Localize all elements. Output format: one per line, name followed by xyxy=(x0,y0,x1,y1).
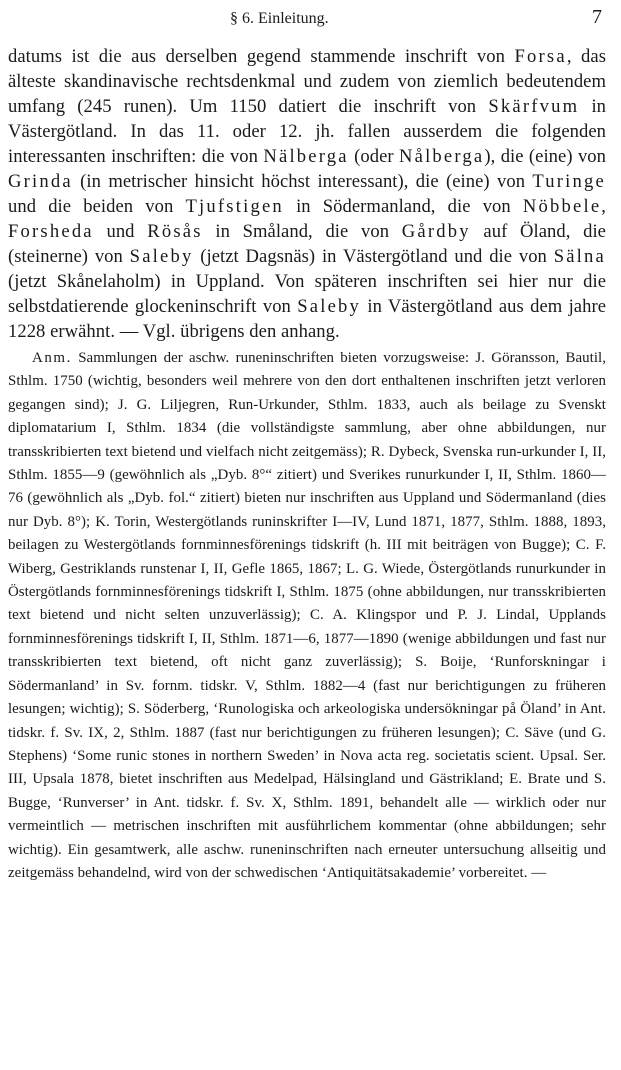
text-run: in Småland, die von xyxy=(202,221,402,242)
spaced-place-name: Tjufstigen xyxy=(185,196,284,217)
text-run: ), die (eine) von xyxy=(484,146,606,167)
text-run: (in metrischer hinsicht höchst interessant), die (eine) von xyxy=(72,171,533,192)
page-number: 7 xyxy=(592,6,602,28)
spaced-place-name: Skärfvum xyxy=(488,96,580,117)
spaced-place-name: Gårdby xyxy=(401,221,471,242)
spaced-place-name: Saleby xyxy=(129,246,194,267)
spaced-place-name: Nälberga xyxy=(263,146,349,167)
spaced-place-name: Nålberga xyxy=(398,146,485,167)
main-paragraph xyxy=(8,44,606,344)
running-title: § 6. Einleitung. xyxy=(230,10,329,27)
text-run: , xyxy=(601,196,606,217)
spaced-place-name: Saleby xyxy=(297,296,362,317)
spaced-place-name: Rösås xyxy=(147,221,203,242)
text-run: in Södermanland, die von xyxy=(283,196,523,217)
book-page xyxy=(8,6,606,1064)
text-run: (oder xyxy=(348,146,399,167)
text-run: , das älteste skandinavische rechtsdenkmal und zudem von ziemlich bedeutendem umfang (245 runen). Um 1150 datiert die inschrift von xyxy=(8,46,606,117)
text-run: in Västergötland aus dem jahre 1228 erwähnt. — Vgl. übrigens den anhang. xyxy=(8,296,606,342)
annotation-paragraph xyxy=(8,347,606,885)
spaced-place-name: Turinge xyxy=(532,171,606,192)
text-run: und die beiden von xyxy=(8,196,186,217)
text-run: datums ist die aus derselben gegend stammende inschrift von xyxy=(8,46,515,67)
annotation-text: Sammlungen der aschw. runeninschriften bieten vorzugsweise: J. Göransson, Bautil, Sthlm. 1750 (wichtig, besonders weil mehrere von den dort enthaltenen inschriften jetzt verloren gegangen sind); J. G. Liljegren, Run-Urkunder, Sthlm. 1833, auch als beilage zu Svenskt diplomatarium I, Sthlm. 1834 (die vollständigste sammlung, aber ohne abbildungen, nur transskribierten text bietend und vielfach nicht zeitgemäss); R. Dybeck, Svenska run-urkunder I, II, Sthlm. 1855—9 (gewöhnlich als „Dyb. 8°“ zitiert) und Sverikes runurkunder I, II, Sthlm. 1860—76 (gewöhnlich als „Dyb. fol.“ zitiert) bieten nur inschriften aus Uppland und Södermanland (dies nur Dyb. 8°); K. Torin, Westergötlands runinskrifter I—IV, Lund 1871, 1877, Sthlm. 1888, 1893, beilagen zu Westergötlands fornminnesförenings tidskrift (h. III mit beiträgen von Bugge); C. F. Wiberg, Gestriklands runstenar I, II, Gefle 1865, 1867; L. G. Wiede, Östergötlands runurkunder in Östergötlands fornminnesförenings tidskrift I, Sthlm. 1875 (ohne abbildungen, nur transskribierten text bietend und nicht selten unzuverlässig); C. A. Klingspor und P. J. Lindal, Upplands fornminnesförenings tidskrift I, II, Sthlm. 1871—6, 1877—1890 (wenige abbildungen und fast nur transskribierten text bietend, oft nicht ganz zuverlässig); S. Boije, ‘Runforskningar i Södermanland’ in Sv. fornm. tidskr. V, Sthlm. 1882—4 (fast nur berichtigungen zu früheren lesungen; wichtig); S. Söderberg, ‘Runologiska och arkeologiska undersökningar på Öland’ in Ant. tidskr. f. Sv. IX, 2, Sthlm. 1887 (fast nur berichtigungen zu früheren lesungen); C. Säve (und G. Stephens) ‘Some runic stones in northern Sweden’ in Nova acta reg. societatis scient. Upsal. Ser. III, Upsala 1878, bietet inschriften aus Medelpad, Hälsingland und Gästrikland; E. Brate und S. Bugge, ‘Runverser’ in Ant. tidskr. f. Sv. X, Sthlm. 1891, behandelt alle — wirklich oder nur vermeintlich — metrischen inschriften mit ausführlichem kommentar (ohne abbildungen; sehr wichtig). Ein gesamtwerk, alle aschw. runeninschriften nach erneuter untersuchung allseitig und zeitgemäss behandelnd, wird von der schwedischen ‘Antiquitätsakademie’ vorbereitet. — xyxy=(8,350,606,881)
annotation-label: Anm. xyxy=(32,350,72,366)
text-run: (jetzt Dagsnäs) in Västergötland und die von xyxy=(193,246,554,267)
spaced-place-name: Forsa xyxy=(514,46,567,67)
spaced-place-name: Sälna xyxy=(553,246,606,267)
text-run: in Västergötland. In das 11. oder 12. jh. fallen ausserdem die folgenden interessanten inschriften: die von xyxy=(8,96,607,167)
text-run: auf Öland, die (steinerne) von xyxy=(8,221,606,267)
spaced-place-name: Grinda xyxy=(8,171,73,192)
page-header xyxy=(8,6,606,36)
text-run: (jetzt Skånelaholm) in Uppland. Von späteren inschriften sei hier nur die selbstdatierende glockeninschrift von xyxy=(8,271,606,317)
spaced-place-name: Forsheda xyxy=(8,221,94,242)
spaced-place-name: Nöbbele xyxy=(522,196,602,217)
text-run: und xyxy=(93,221,148,242)
